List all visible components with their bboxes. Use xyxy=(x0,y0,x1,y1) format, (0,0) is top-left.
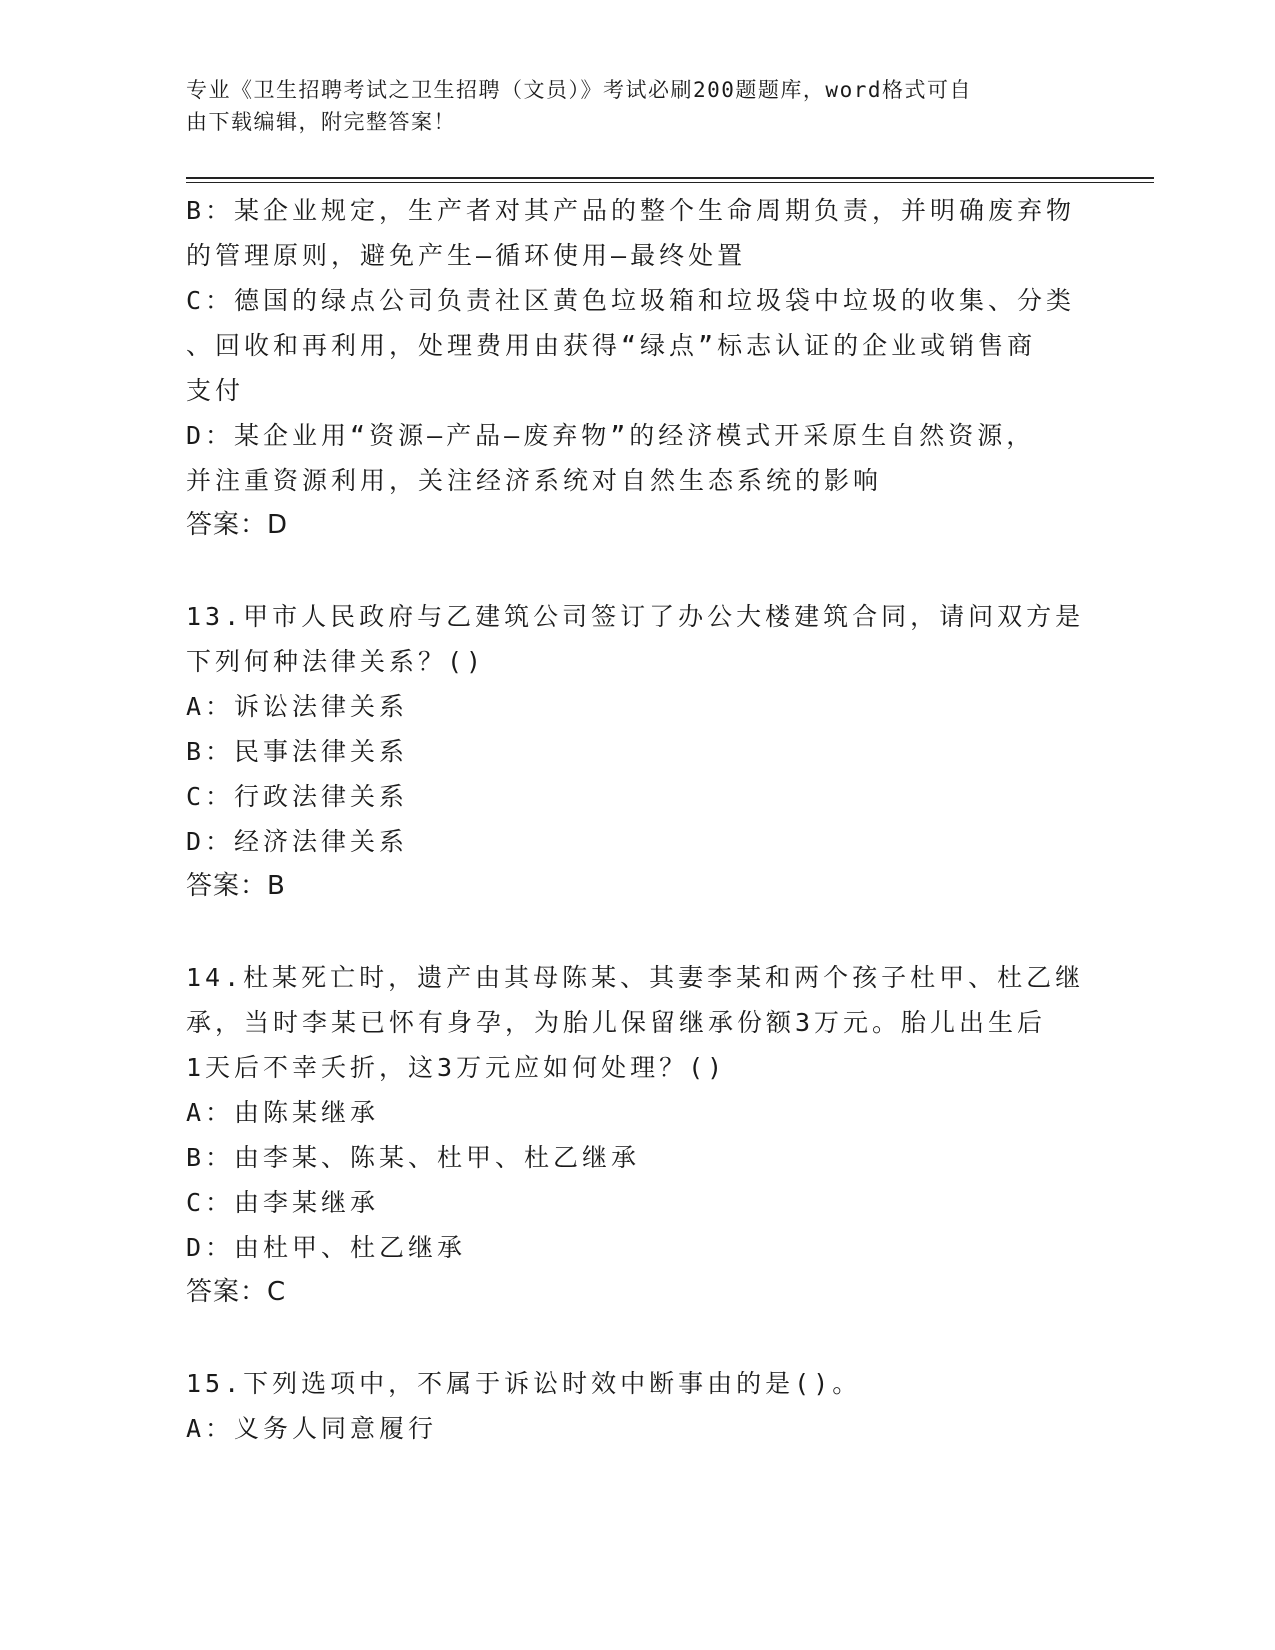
question-14-block xyxy=(186,955,1086,1315)
question-12-block xyxy=(186,188,1086,548)
question-stem: 13.甲市人民政府与乙建筑公司签订了办公大楼建筑合同，请问双方是 xyxy=(186,602,1085,631)
header-line: 由下载编辑，附完整答案！ xyxy=(186,110,456,134)
question-stem: 14.杜某死亡时，遗产由其母陈某、其妻李某和两个孩子杜甲、杜乙继 xyxy=(186,963,1085,992)
option-d: D：某企业用“资源—产品—废弃物”的经济模式开采原生自然资源， xyxy=(186,421,1036,450)
option-d-cont: 并注重资源利用，关注经济系统对自然生态系统的影响 xyxy=(186,466,883,495)
answer-line: 答案：D xyxy=(186,510,289,540)
option-a: A：由陈某继承 xyxy=(186,1098,380,1127)
answer-line: 答案：B xyxy=(186,871,286,901)
document-body xyxy=(186,188,1086,1451)
option-c-cont: 、回收和再利用，处理费用由获得“绿点”标志认证的企业或销售商 xyxy=(186,331,1037,360)
header-line: 专业《卫生招聘考试之卫生招聘（文员）》考试必刷200题题库，word格式可自 xyxy=(186,78,972,102)
spacer xyxy=(186,1315,1086,1361)
question-15-block xyxy=(186,1361,1086,1451)
option-a: A：诉讼法律关系 xyxy=(186,692,409,721)
option-b: B：民事法律关系 xyxy=(186,737,409,766)
option-c: C：行政法律关系 xyxy=(186,782,409,811)
spacer xyxy=(186,909,1086,955)
document-header xyxy=(186,74,1066,138)
answer-line: 答案：C xyxy=(186,1277,287,1307)
spacer xyxy=(186,548,1086,594)
question-stem-cont: 1天后不幸夭折，这3万元应如何处理？() xyxy=(186,1053,727,1082)
option-b-cont: 的管理原则，避免产生—循环使用—最终处置 xyxy=(186,241,747,270)
question-stem-cont: 下列何种法律关系？() xyxy=(186,647,486,676)
header-divider xyxy=(186,177,1154,179)
option-d: D：经济法律关系 xyxy=(186,827,409,856)
question-13-block xyxy=(186,594,1086,909)
question-stem: 15.下列选项中，不属于诉讼时效中断事由的是()。 xyxy=(186,1369,862,1398)
option-d: D：由杜甲、杜乙继承 xyxy=(186,1233,467,1262)
question-stem-cont: 承，当时李某已怀有身孕，为胎儿保留继承份额3万元。胎儿出生后 xyxy=(186,1008,1047,1037)
option-b: B：某企业规定，生产者对其产品的整个生命周期负责，并明确废弃物 xyxy=(186,196,1076,225)
option-c: C：由李某继承 xyxy=(186,1188,380,1217)
option-c-cont: 支付 xyxy=(186,376,245,405)
option-b: B：由李某、陈某、杜甲、杜乙继承 xyxy=(186,1143,641,1172)
option-a: A：义务人同意履行 xyxy=(186,1414,438,1443)
option-c: C：德国的绿点公司负责社区黄色垃圾箱和垃圾袋中垃圾的收集、分类 xyxy=(186,286,1076,315)
header-divider-thin xyxy=(186,182,1154,183)
